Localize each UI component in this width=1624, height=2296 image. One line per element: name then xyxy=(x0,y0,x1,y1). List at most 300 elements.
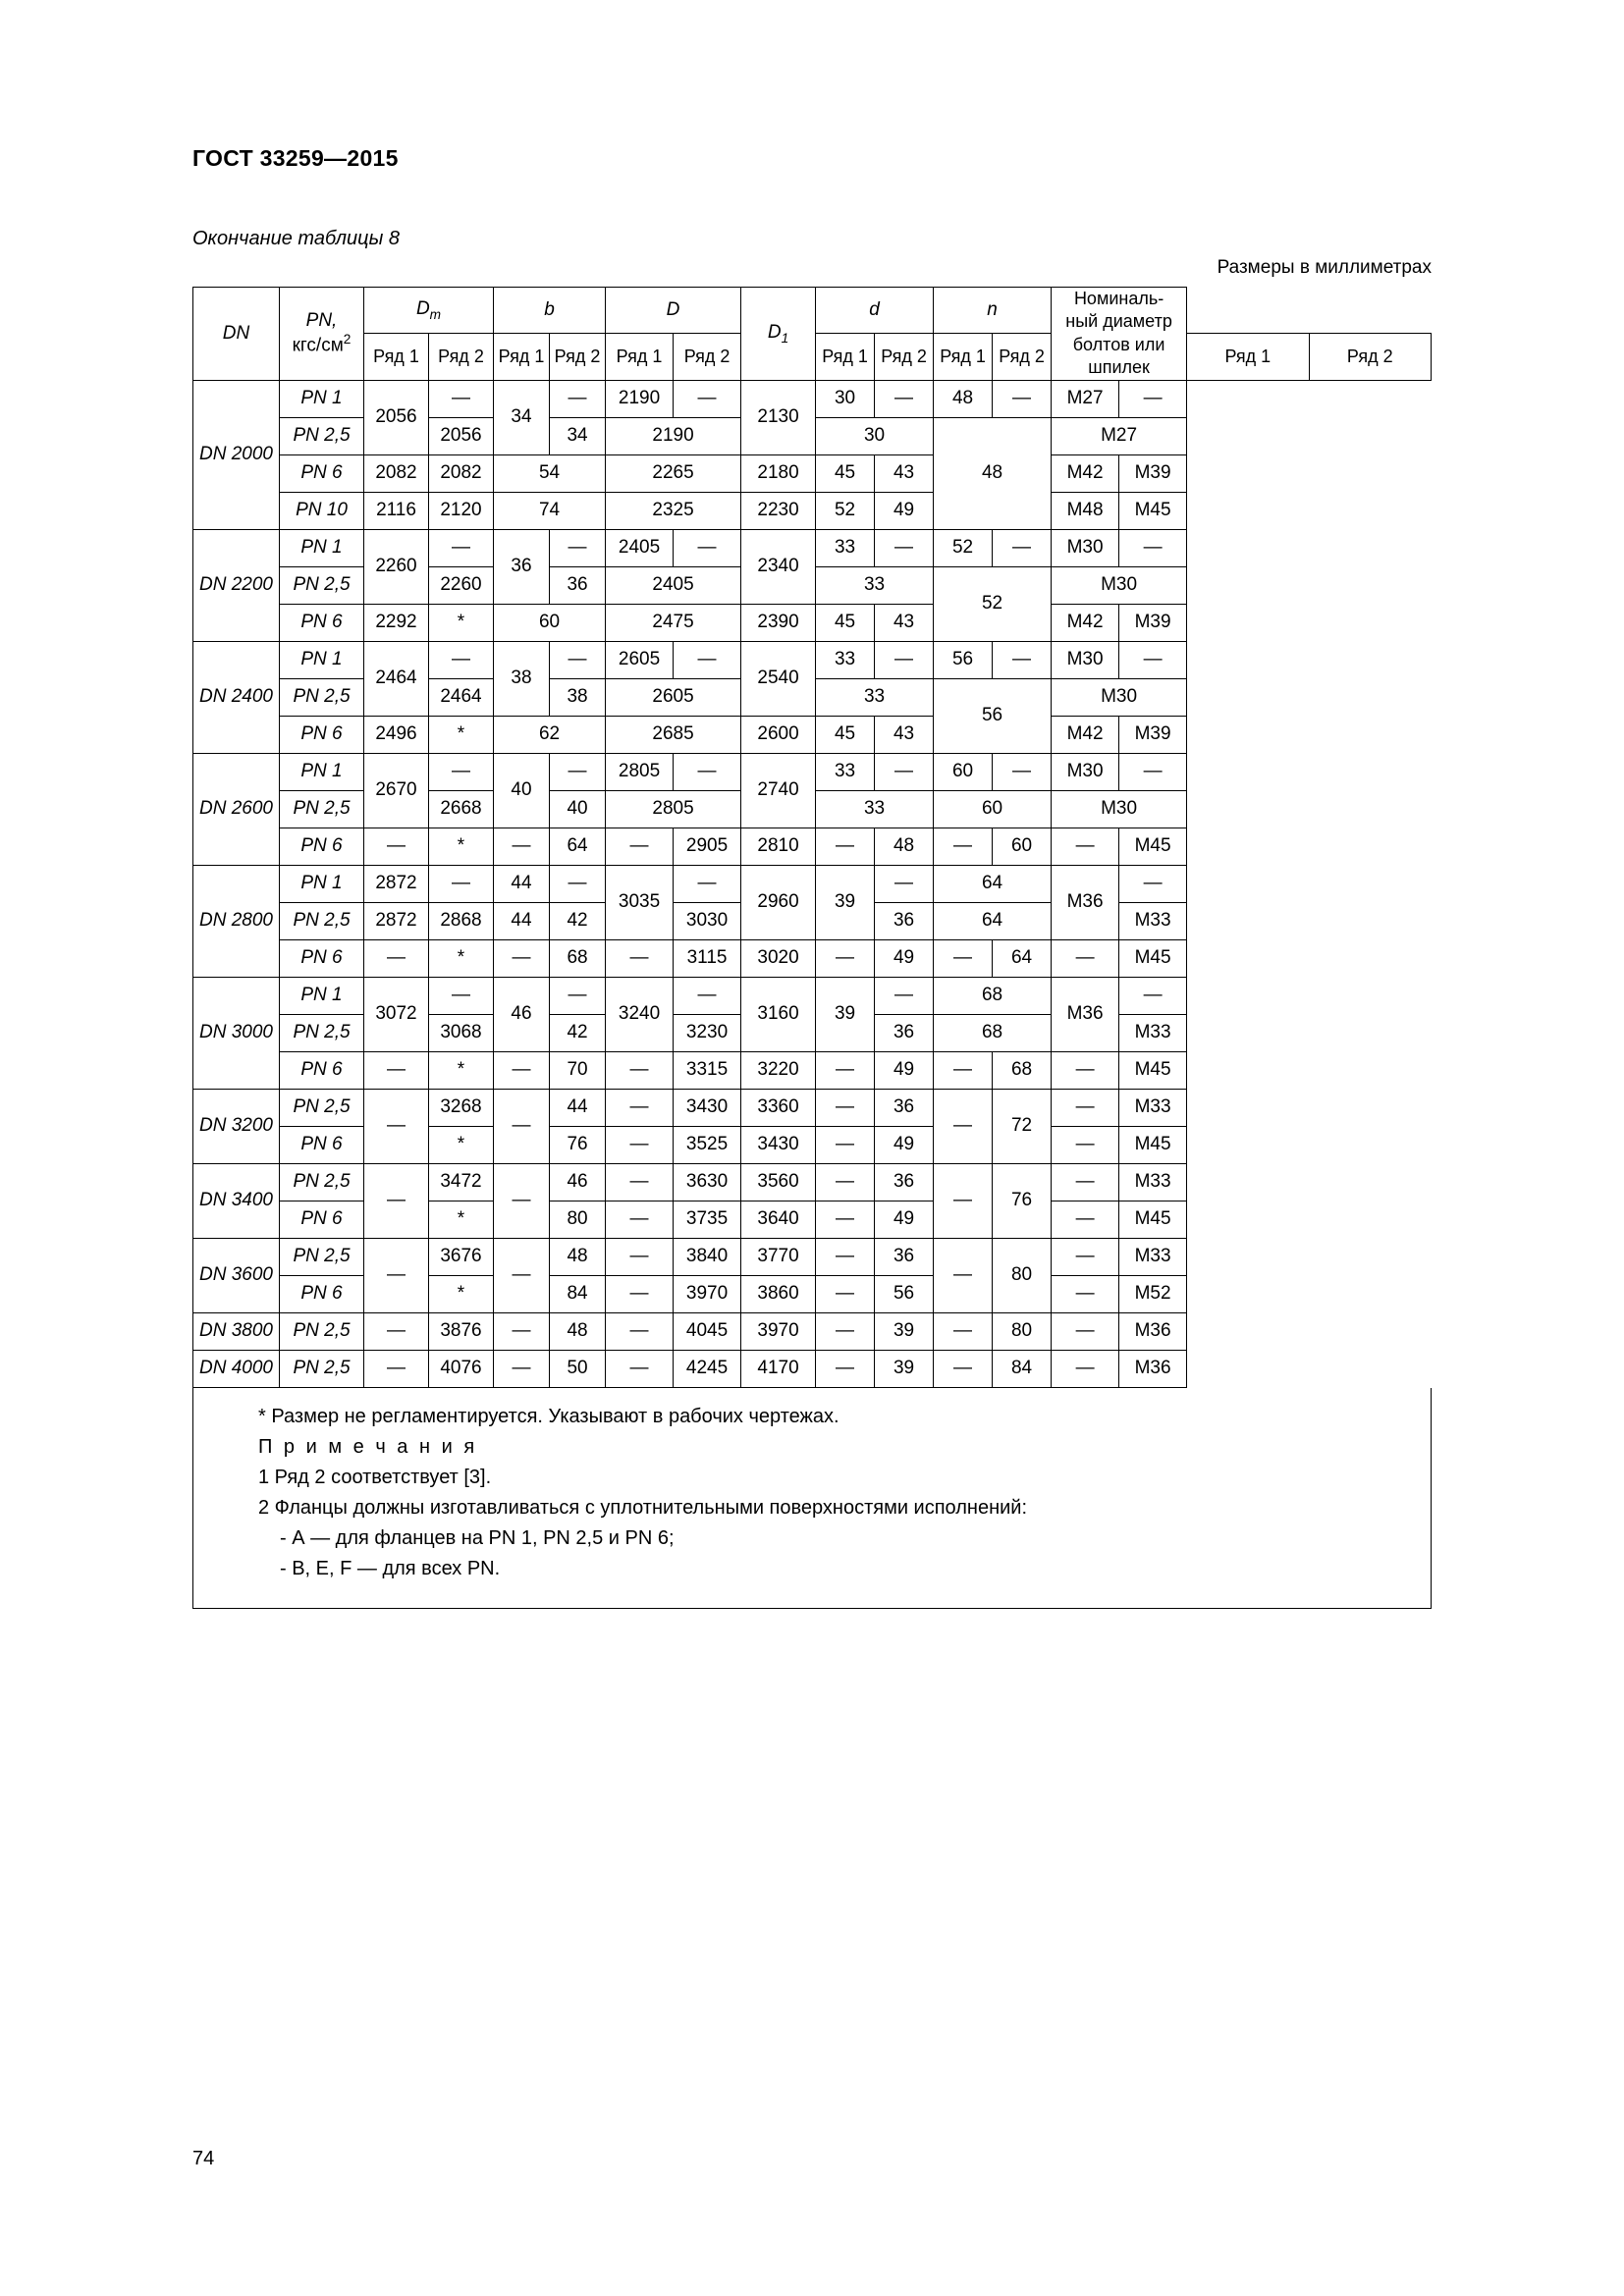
dn-label: DN 3000 xyxy=(193,977,280,1089)
pn-label: PN 6 xyxy=(280,1275,364,1312)
dm-row1: 2496 xyxy=(364,716,429,753)
bolt-row2: M33 xyxy=(1119,1238,1187,1275)
bolt-row2: M45 xyxy=(1119,1201,1187,1238)
d-row2: 49 xyxy=(875,1126,934,1163)
d-row2: 49 xyxy=(875,1201,934,1238)
dm-row2: — xyxy=(429,753,494,790)
bolt-span: M30 xyxy=(1052,790,1187,828)
b-row2: 40 xyxy=(550,790,606,828)
d1-value: 3360 xyxy=(741,1089,816,1126)
b-span: 60 xyxy=(494,604,606,641)
d-row1: — xyxy=(816,1089,875,1126)
b-span: 74 xyxy=(494,492,606,529)
pn-label: PN 2,5 xyxy=(280,566,364,604)
pn-label: PN 1 xyxy=(280,753,364,790)
b-row1: 36 xyxy=(494,529,550,604)
n-span: 68 xyxy=(934,1014,1052,1051)
b-row1: 44 xyxy=(494,865,550,902)
b-row2: 48 xyxy=(550,1312,606,1350)
n-row2: — xyxy=(993,641,1052,678)
header-b-row1: Ряд 1 xyxy=(494,334,550,380)
b-row1: 44 xyxy=(494,902,550,939)
header-bolt-row2: Ряд 2 xyxy=(1309,334,1431,380)
b-row1: — xyxy=(494,1238,550,1312)
bolt-line-4: шпилек xyxy=(1088,357,1150,378)
bolt-row2: — xyxy=(1119,380,1187,417)
footnote-asterisk: * Размер не регламентируется. Указывают в рабочих чертежах. xyxy=(258,1405,839,1427)
header-d1: $D_1$ xyxy=(741,288,816,381)
pn-label: PN 6 xyxy=(280,1051,364,1089)
bolt-span: M27 xyxy=(1052,417,1187,454)
n-row2: — xyxy=(993,529,1052,566)
b-row1: — xyxy=(494,939,550,977)
D-row2: — xyxy=(674,529,741,566)
d-row1: 39 xyxy=(816,865,875,939)
b-row2: 44 xyxy=(550,1089,606,1126)
pn-label: PN 1 xyxy=(280,641,364,678)
table-row xyxy=(193,828,1432,865)
d-row2: 36 xyxy=(875,1014,934,1051)
D-row1: — xyxy=(606,1350,674,1387)
bolt-row2: M39 xyxy=(1119,716,1187,753)
d-span: 33 xyxy=(816,790,934,828)
d1-value: 3430 xyxy=(741,1126,816,1163)
bolt-row2: M39 xyxy=(1119,604,1187,641)
D-row2: 3230 xyxy=(674,1014,741,1051)
d-row2: 56 xyxy=(875,1275,934,1312)
table-row xyxy=(193,454,1432,492)
n-span: 64 xyxy=(934,902,1052,939)
bolt-row1: M42 xyxy=(1052,604,1119,641)
b-row1: — xyxy=(494,1350,550,1387)
D-row2: — xyxy=(674,865,741,902)
D-row1: 2405 xyxy=(606,529,674,566)
table-row xyxy=(193,1089,1432,1126)
flange-dimensions-table xyxy=(192,287,1432,1388)
header-D-row1: Ряд 1 xyxy=(606,334,674,380)
bolt-row1: M48 xyxy=(1052,492,1119,529)
dm-row2: 3268 xyxy=(429,1089,494,1126)
n-row2: 64 xyxy=(993,939,1052,977)
n-row2: 84 xyxy=(993,1350,1052,1387)
header-bolt-diameter xyxy=(1052,288,1187,381)
dm-row2: * xyxy=(429,939,494,977)
d-row1: — xyxy=(816,1051,875,1089)
header-bolt-row1: Ряд 1 xyxy=(1187,334,1309,380)
bolt-row1: M30 xyxy=(1052,529,1119,566)
bolt-row2: M36 xyxy=(1119,1350,1187,1387)
header-d-small: d xyxy=(816,288,934,334)
pn-label: PN 6 xyxy=(280,454,364,492)
d-row1: 45 xyxy=(816,604,875,641)
d-row1: 52 xyxy=(816,492,875,529)
dm-row2: * xyxy=(429,1126,494,1163)
n-row2: 76 xyxy=(993,1163,1052,1238)
d1-value: 2960 xyxy=(741,865,816,939)
dm-row2: 2056 xyxy=(429,417,494,454)
d1-value: 3770 xyxy=(741,1238,816,1275)
dm-row1: 2056 xyxy=(364,380,429,454)
d1-value: 2740 xyxy=(741,753,816,828)
dm-row2: — xyxy=(429,641,494,678)
n-row1: 52 xyxy=(934,529,993,566)
dm-row2: 2464 xyxy=(429,678,494,716)
d-row1: 33 xyxy=(816,753,875,790)
b-row1: — xyxy=(494,1163,550,1238)
n-span: 52 xyxy=(934,566,1052,641)
d-row1: — xyxy=(816,1163,875,1201)
d-row2: 43 xyxy=(875,716,934,753)
d1-value: 3860 xyxy=(741,1275,816,1312)
D-row2: — xyxy=(674,753,741,790)
D-row2: — xyxy=(674,380,741,417)
d1-value: 3020 xyxy=(741,939,816,977)
header-d-big: D xyxy=(606,288,741,334)
d-row2: 49 xyxy=(875,492,934,529)
dm-row1: — xyxy=(364,1163,429,1238)
dm-row1: — xyxy=(364,1238,429,1312)
dm-row2: — xyxy=(429,977,494,1014)
pn-label: PN 1 xyxy=(280,977,364,1014)
b-row1: 46 xyxy=(494,977,550,1051)
b-row2: — xyxy=(550,753,606,790)
D-row2: 4045 xyxy=(674,1312,741,1350)
pn-label: PN 2,5 xyxy=(280,790,364,828)
d-row1: — xyxy=(816,1238,875,1275)
b-row2: 42 xyxy=(550,902,606,939)
dm-row2: * xyxy=(429,1051,494,1089)
n-row2: — xyxy=(993,753,1052,790)
D-row1: — xyxy=(606,1312,674,1350)
b-row1: — xyxy=(494,1312,550,1350)
bolt-row2: M36 xyxy=(1119,1312,1187,1350)
d-span: 30 xyxy=(816,417,934,454)
d-row2: 36 xyxy=(875,1238,934,1275)
bolt-row1: — xyxy=(1052,1051,1119,1089)
dm-row2: 4076 xyxy=(429,1350,494,1387)
bolt-row2: M33 xyxy=(1119,902,1187,939)
note-2a: - А — для фланцев на PN 1, PN 2,5 и PN 6; xyxy=(280,1526,675,1549)
standard-header: ГОСТ 33259—2015 xyxy=(192,145,399,171)
dm-row1: 2260 xyxy=(364,529,429,604)
bolt-row1: — xyxy=(1052,1163,1119,1201)
table-caption: Окончание таблицы 8 xyxy=(192,228,401,249)
table-row xyxy=(193,380,1432,417)
D-span: 2685 xyxy=(606,716,741,753)
d1-value: 3220 xyxy=(741,1051,816,1089)
b-row2: — xyxy=(550,977,606,1014)
header-b-row2: Ряд 2 xyxy=(550,334,606,380)
bolt-row2: — xyxy=(1119,865,1187,902)
D-row2: 3970 xyxy=(674,1275,741,1312)
bolt-row2: M45 xyxy=(1119,828,1187,865)
b-row1: — xyxy=(494,1051,550,1089)
d-row1: — xyxy=(816,828,875,865)
table-row xyxy=(193,865,1432,902)
header-n-row1: Ряд 1 xyxy=(934,334,993,380)
header-dm-row1: Ряд 1 xyxy=(364,334,429,380)
dm-row2: 2668 xyxy=(429,790,494,828)
header-dm: $D_m$ xyxy=(364,288,494,334)
table-row xyxy=(193,1051,1432,1089)
dm-row2: 3472 xyxy=(429,1163,494,1201)
D-row1: 3240 xyxy=(606,977,674,1051)
bolt-row1: M42 xyxy=(1052,454,1119,492)
note-1: 1 Ряд 2 соответствует [3]. xyxy=(258,1466,492,1488)
n-row1: — xyxy=(934,1350,993,1387)
d-row2: — xyxy=(875,380,934,417)
d-row2: 43 xyxy=(875,604,934,641)
dm-row2: 2120 xyxy=(429,492,494,529)
D-row2: 4245 xyxy=(674,1350,741,1387)
d-row1: — xyxy=(816,939,875,977)
b-row1: 34 xyxy=(494,380,550,454)
header-dn: DN xyxy=(193,288,280,381)
table-header-row-1 xyxy=(193,288,1432,334)
D-row1: — xyxy=(606,1238,674,1275)
n-row2: — xyxy=(993,380,1052,417)
D-row1: — xyxy=(606,1163,674,1201)
bolt-row2: M33 xyxy=(1119,1014,1187,1051)
bolt-line-2: ный диаметр xyxy=(1065,311,1172,332)
pn-label: PN 6 xyxy=(280,716,364,753)
bolt-row2: M45 xyxy=(1119,1051,1187,1089)
bolt-line-1: Номиналь- xyxy=(1073,289,1164,308)
bolt-row2: — xyxy=(1119,977,1187,1014)
dm-row1: 2872 xyxy=(364,902,429,939)
b-row2: 76 xyxy=(550,1126,606,1163)
dn-label: DN 3400 xyxy=(193,1163,280,1238)
bolt-row2: — xyxy=(1119,641,1187,678)
pn-label: PN 2,5 xyxy=(280,678,364,716)
bolt-row2: M33 xyxy=(1119,1089,1187,1126)
D-row1: — xyxy=(606,1089,674,1126)
b-row2: 84 xyxy=(550,1275,606,1312)
b-row2: 34 xyxy=(550,417,606,454)
d-row1: 45 xyxy=(816,716,875,753)
D-row1: — xyxy=(606,1126,674,1163)
bolt-span: M30 xyxy=(1052,678,1187,716)
d-row2: 49 xyxy=(875,939,934,977)
d-row2: 36 xyxy=(875,902,934,939)
dn-label: DN 2200 xyxy=(193,529,280,641)
n-row1: 48 xyxy=(934,380,993,417)
D-row2: 3735 xyxy=(674,1201,741,1238)
dn-label: DN 3600 xyxy=(193,1238,280,1312)
pn-label: PN 1 xyxy=(280,380,364,417)
n-row2: 68 xyxy=(993,1051,1052,1089)
n-row1: — xyxy=(934,1163,993,1238)
dm-row1: — xyxy=(364,1089,429,1163)
dm-row1: — xyxy=(364,1312,429,1350)
header-d-row2: Ряд 2 xyxy=(875,334,934,380)
dm-row2: — xyxy=(429,865,494,902)
D-row1: — xyxy=(606,939,674,977)
bolt-line-3: болтов или xyxy=(1072,334,1165,354)
bolt-row1: — xyxy=(1052,939,1119,977)
b-row2: — xyxy=(550,641,606,678)
d-row1: — xyxy=(816,1126,875,1163)
note-2b: - В, Е, F — для всех PN. xyxy=(280,1557,501,1579)
header-D-row2: Ряд 2 xyxy=(674,334,741,380)
dm-row1: 2872 xyxy=(364,865,429,902)
D-row1: 3035 xyxy=(606,865,674,939)
D-span: 2405 xyxy=(606,566,741,604)
D-row1: 2805 xyxy=(606,753,674,790)
D-row2: 3840 xyxy=(674,1238,741,1275)
d-row2: 48 xyxy=(875,828,934,865)
dm-row2: — xyxy=(429,380,494,417)
b-row2: 46 xyxy=(550,1163,606,1201)
bolt-row2: M52 xyxy=(1119,1275,1187,1312)
dm-row1: 2292 xyxy=(364,604,429,641)
bolt-row2: M33 xyxy=(1119,1163,1187,1201)
pn-label: PN 2,5 xyxy=(280,1238,364,1275)
D-row1: — xyxy=(606,1051,674,1089)
n-row1: — xyxy=(934,939,993,977)
n-row2: 72 xyxy=(993,1089,1052,1163)
b-row2: — xyxy=(550,529,606,566)
dm-row1: 2464 xyxy=(364,641,429,716)
d1-value: 2600 xyxy=(741,716,816,753)
n-span: 48 xyxy=(934,417,1052,529)
table-row xyxy=(193,939,1432,977)
b-row2: 42 xyxy=(550,1014,606,1051)
pn-label: PN 2,5 xyxy=(280,1014,364,1051)
n-row1: — xyxy=(934,1089,993,1163)
header-pn: PN, кгс/$см^2$ xyxy=(280,288,364,381)
dm-row2: 3676 xyxy=(429,1238,494,1275)
bolt-row2: M45 xyxy=(1119,939,1187,977)
pn-label: PN 2,5 xyxy=(280,417,364,454)
pn-label: PN 10 xyxy=(280,492,364,529)
D-row2: — xyxy=(674,977,741,1014)
bolt-row1: — xyxy=(1052,1350,1119,1387)
d-row1: — xyxy=(816,1312,875,1350)
table-container xyxy=(192,287,1432,1609)
n-span: 60 xyxy=(934,790,1052,828)
units-note: Размеры в миллиметрах xyxy=(1217,257,1432,278)
D-span: 2265 xyxy=(606,454,741,492)
dm-row1: — xyxy=(364,1350,429,1387)
d-row1: — xyxy=(816,1275,875,1312)
table-row xyxy=(193,753,1432,790)
bolt-row1: M42 xyxy=(1052,716,1119,753)
D-row1: — xyxy=(606,828,674,865)
bolt-row1: — xyxy=(1052,1126,1119,1163)
n-row2: 60 xyxy=(993,828,1052,865)
dm-row2: 2260 xyxy=(429,566,494,604)
b-row1: — xyxy=(494,828,550,865)
D-span: 2190 xyxy=(606,417,741,454)
d-row1: 39 xyxy=(816,977,875,1051)
d1-value: 2540 xyxy=(741,641,816,716)
d-row2: 39 xyxy=(875,1350,934,1387)
n-row2: 80 xyxy=(993,1312,1052,1350)
d-row2: 36 xyxy=(875,1089,934,1126)
b-row2: 80 xyxy=(550,1201,606,1238)
d1-value: 3640 xyxy=(741,1201,816,1238)
D-row1: 2605 xyxy=(606,641,674,678)
d-row2: 39 xyxy=(875,1312,934,1350)
dn-label: DN 2800 xyxy=(193,865,280,977)
bolt-row2: M39 xyxy=(1119,454,1187,492)
d-row1: — xyxy=(816,1350,875,1387)
D-row2: 3115 xyxy=(674,939,741,977)
D-row1: — xyxy=(606,1275,674,1312)
table-row xyxy=(193,529,1432,566)
D-span: 2475 xyxy=(606,604,741,641)
b-row1: 40 xyxy=(494,753,550,828)
n-row1: — xyxy=(934,1312,993,1350)
n-row1: 56 xyxy=(934,641,993,678)
bolt-row2: — xyxy=(1119,753,1187,790)
table-row xyxy=(193,1163,1432,1201)
d1-value: 2810 xyxy=(741,828,816,865)
d-row2: 36 xyxy=(875,1163,934,1201)
n-row1: — xyxy=(934,828,993,865)
D-span: 2605 xyxy=(606,678,741,716)
table-row xyxy=(193,604,1432,641)
d1-value: 3160 xyxy=(741,977,816,1051)
b-row1: 38 xyxy=(494,641,550,716)
b-row2: 70 xyxy=(550,1051,606,1089)
bolt-row1: — xyxy=(1052,1201,1119,1238)
table-row xyxy=(193,1238,1432,1275)
header-n-row2: Ряд 2 xyxy=(993,334,1052,380)
dm-row2: 2868 xyxy=(429,902,494,939)
header-b: b xyxy=(494,288,606,334)
D-row2: 2905 xyxy=(674,828,741,865)
table-row xyxy=(193,716,1432,753)
dm-row1: 2082 xyxy=(364,454,429,492)
D-row2: 3630 xyxy=(674,1163,741,1201)
d-row2: — xyxy=(875,641,934,678)
bolt-row1: M36 xyxy=(1052,865,1119,939)
n-row1: — xyxy=(934,1238,993,1312)
d-row2: — xyxy=(875,753,934,790)
bolt-row1: — xyxy=(1052,1275,1119,1312)
dm-row2: * xyxy=(429,1201,494,1238)
b-row2: — xyxy=(550,380,606,417)
dn-label: DN 4000 xyxy=(193,1350,280,1387)
page-number: 74 xyxy=(192,2148,215,2169)
table-row xyxy=(193,1312,1432,1350)
pn-label: PN 2,5 xyxy=(280,902,364,939)
d-row1: 33 xyxy=(816,641,875,678)
dm-row2: * xyxy=(429,716,494,753)
b-span: 54 xyxy=(494,454,606,492)
d1-value: 2180 xyxy=(741,454,816,492)
d-row1: 30 xyxy=(816,380,875,417)
n-row2: 80 xyxy=(993,1238,1052,1312)
bolt-row2: — xyxy=(1119,529,1187,566)
D-row2: 3030 xyxy=(674,902,741,939)
b-row2: 64 xyxy=(550,828,606,865)
b-span: 62 xyxy=(494,716,606,753)
pn-label: PN 1 xyxy=(280,529,364,566)
bolt-row1: — xyxy=(1052,1089,1119,1126)
n-row1: — xyxy=(934,1051,993,1089)
d-span: 33 xyxy=(816,566,934,604)
D-row2: — xyxy=(674,641,741,678)
d1-value: 4170 xyxy=(741,1350,816,1387)
b-row2: 38 xyxy=(550,678,606,716)
D-span: 2805 xyxy=(606,790,741,828)
dm-row1: 2670 xyxy=(364,753,429,828)
dm-row1: — xyxy=(364,828,429,865)
d-row1: 33 xyxy=(816,529,875,566)
